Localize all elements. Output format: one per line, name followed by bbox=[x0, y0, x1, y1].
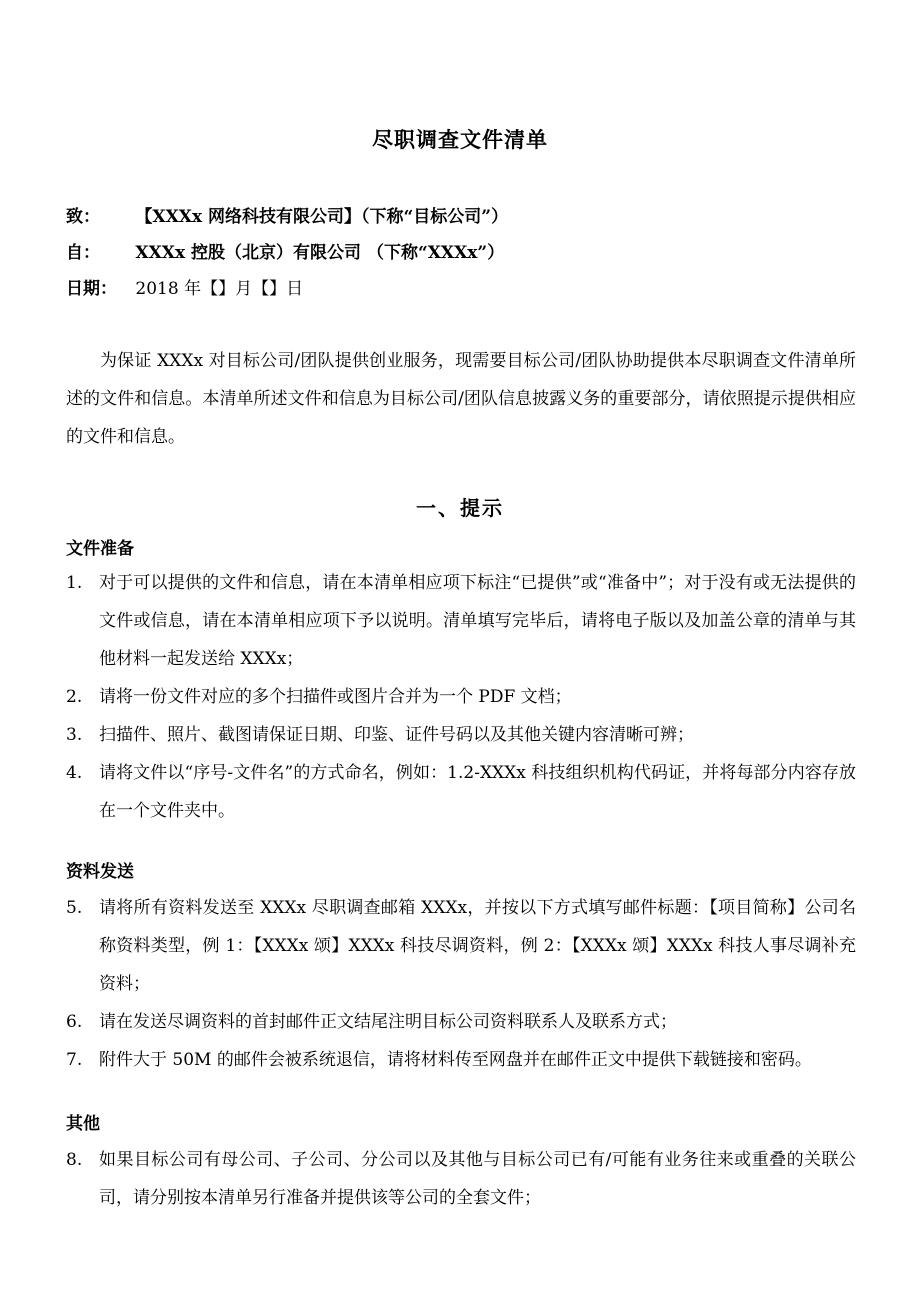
subheading-other: 其他 bbox=[66, 1114, 100, 1134]
intro-paragraph: 为保证 XXXx 对目标公司/团队提供创业服务，现需要目标公司/团队协助提供本尽职调查文件清单所述的文件和信息。本清单所述文件和信息为目标公司/团队信息披露义务的重要部分，请依照提示提供相应的文件和信息。 bbox=[66, 351, 856, 447]
document-title: 尽职调查文件清单 bbox=[372, 128, 548, 152]
list-item bbox=[66, 889, 856, 1003]
from-value: XXXx 控股（北京）有限公司 （下称“XXXx”） bbox=[135, 243, 505, 263]
item-number: 3. bbox=[66, 725, 83, 745]
item-text: 请将一份文件对应的多个扫描件或图片合并为一个 PDF 文档； bbox=[99, 687, 572, 707]
item-text: 请将所有资料发送至 XXXx 尽职调查邮箱 XXXx，并按以下方式填写邮件标题：【项目简称】公司名称资料类型，例 1：【XXXx 颂】XXXx 科技尽调资料，例 2：【XXXx 颂】XXXx 科技人事尽调补充资料； bbox=[99, 898, 856, 994]
list-other bbox=[66, 1141, 856, 1217]
item-number: 5. bbox=[66, 898, 83, 918]
list-item bbox=[66, 1041, 856, 1079]
header-to-row bbox=[66, 204, 508, 230]
header-from-row bbox=[66, 240, 504, 266]
to-label: 致： bbox=[66, 207, 100, 227]
subheading-data-delivery: 资料发送 bbox=[66, 862, 134, 882]
item-text: 如果目标公司有母公司、子公司、分公司以及其他与目标公司已有/可能有业务往来或重叠的关联公司，请分别按本清单另行准备并提供该等公司的全套文件； bbox=[99, 1150, 856, 1208]
item-number: 2. bbox=[66, 687, 83, 707]
list-item bbox=[66, 564, 856, 678]
list-item bbox=[66, 678, 856, 716]
item-number: 6. bbox=[66, 1012, 83, 1032]
item-text: 请将文件以“序号-文件名”的方式命名，例如：1.2-XXXx 科技组织机构代码证，并将每部分内容存放在一个文件夹中。 bbox=[99, 763, 856, 821]
item-number: 1. bbox=[66, 573, 83, 593]
item-number: 8. bbox=[66, 1150, 83, 1170]
from-label: 自： bbox=[66, 243, 100, 263]
item-text: 请在发送尽调资料的首封邮件正文结尾注明目标公司资料联系人及联系方式； bbox=[99, 1012, 677, 1032]
item-text: 附件大于 50M 的邮件会被系统退信，请将材料传至网盘并在邮件正文中提供下载链接和密码。 bbox=[99, 1050, 812, 1070]
header-date-row bbox=[66, 276, 303, 302]
item-text: 对于可以提供的文件和信息，请在本清单相应项下标注“已提供”或“准备中”；对于没有或无法提供的文件或信息，请在本清单相应项下予以说明。清单填写完毕后，请将电子版以及加盖公章的清单与其他材料一起发送给 XXXx； bbox=[99, 573, 856, 669]
to-value: 【XXXx 网络科技有限公司】（下称“目标公司”） bbox=[135, 207, 509, 227]
list-item bbox=[66, 1141, 856, 1217]
item-number: 4. bbox=[66, 763, 83, 783]
date-label: 日期： bbox=[66, 279, 117, 299]
list-item bbox=[66, 1003, 856, 1041]
list-item bbox=[66, 754, 856, 830]
section-heading: 一、提示 bbox=[416, 496, 504, 520]
list-file-prep bbox=[66, 564, 856, 830]
item-number: 7. bbox=[66, 1050, 83, 1070]
subheading-file-prep: 文件准备 bbox=[66, 539, 134, 559]
item-text: 扫描件、照片、截图请保证日期、印鉴、证件号码以及其他关键内容清晰可辨； bbox=[99, 725, 694, 745]
list-item bbox=[66, 716, 856, 754]
date-value: 2018 年【】月【】日 bbox=[135, 279, 304, 299]
list-data-delivery bbox=[66, 889, 856, 1079]
